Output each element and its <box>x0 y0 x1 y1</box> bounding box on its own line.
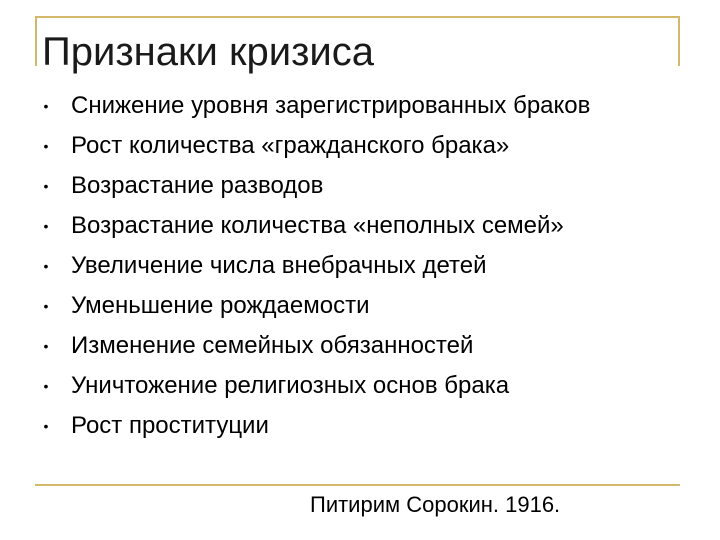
slide-title: Признаки кризиса <box>42 30 374 74</box>
bullet-icon: • <box>43 138 49 154</box>
bullet-icon: • <box>43 218 49 234</box>
list-item <box>36 326 686 366</box>
list-item-text: Возрастание количества «неполных семей» <box>71 212 564 239</box>
list-item <box>36 206 686 246</box>
bullet-icon: • <box>43 418 49 434</box>
list-item <box>36 86 686 126</box>
list-item-text: Возрастание разводов <box>71 172 324 199</box>
list-item <box>36 406 686 446</box>
bullet-icon: • <box>43 98 49 114</box>
bullet-icon: • <box>43 378 49 394</box>
left-rule <box>35 16 37 66</box>
list-item-text: Уничтожение религиозных основ брака <box>71 372 510 399</box>
right-rule <box>678 16 680 66</box>
list-item <box>36 166 686 206</box>
list-item-text: Рост проституции <box>71 412 269 439</box>
list-item <box>36 126 686 166</box>
list-item <box>36 366 686 406</box>
bottom-rule <box>35 484 680 486</box>
top-rule <box>35 16 680 18</box>
list-item <box>36 246 686 286</box>
list-item-text: Снижение уровня зарегистрированных браков <box>71 92 591 119</box>
list-item-text: Увеличение числа внебрачных детей <box>71 252 487 279</box>
bullet-icon: • <box>43 298 49 314</box>
list-item-text: Изменение семейных обязанностей <box>71 332 474 359</box>
bullet-list <box>36 86 686 446</box>
bullet-icon: • <box>43 178 49 194</box>
bullet-icon: • <box>43 258 49 274</box>
list-item-text: Уменьшение рождаемости <box>71 292 370 319</box>
bullet-icon: • <box>43 338 49 354</box>
list-item-text: Рост количества «гражданского брака» <box>71 132 510 159</box>
attribution-text: Питирим Сорокин. 1916. <box>310 492 561 517</box>
list-item <box>36 286 686 326</box>
